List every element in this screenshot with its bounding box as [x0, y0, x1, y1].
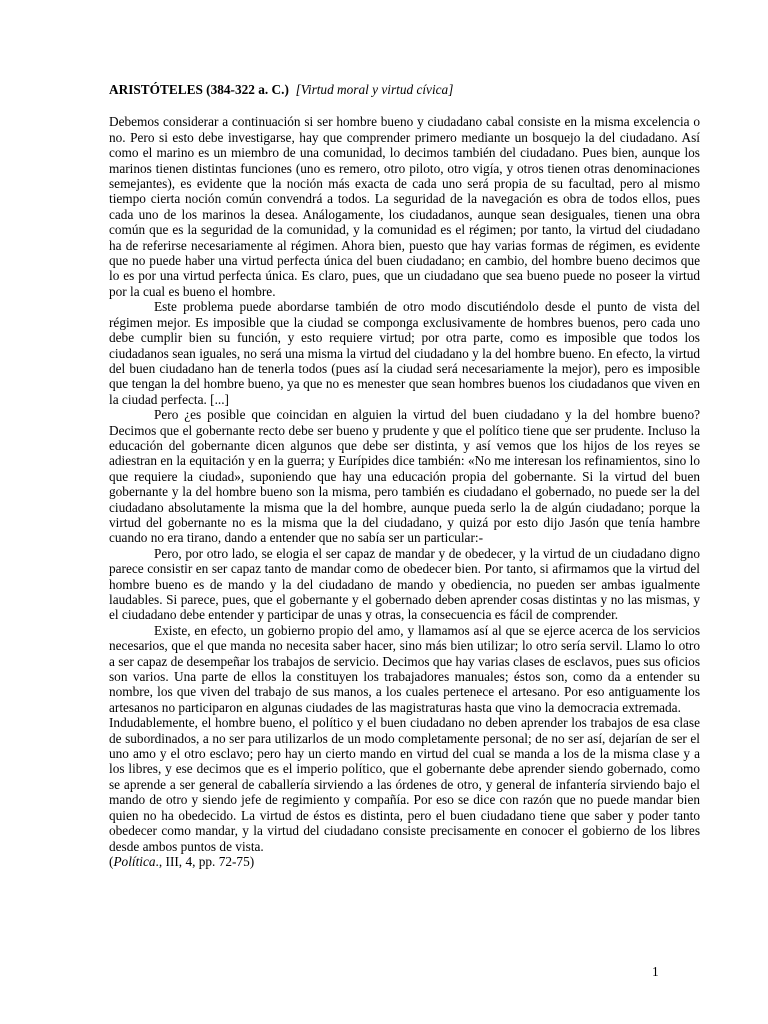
- citation: [109, 854, 700, 869]
- page-number: 1: [652, 964, 659, 979]
- paragraph-5: Existe, en efecto, un gobierno propio del amo, y llamamos así al que se ejerce acerca de los servicios necesarios, que el que manda no necesita saber hacer, sino más bien utilizar; lo otro sería servil. Llamo lo otro a ser capaz de desempeñar los trabajos de servicio. Decimos que hay varias clases de esclavos, pues sus oficios son varios. Una parte de ellos la constituyen los trabajadores manuales; éstos son, como da a entender su nombre, los que viven del trabajo de sus manos, a los cuales pertenece el artesano. Por eso antiguamente los artesanos no participaron en algunas ciudades de las magistraturas hasta que vino la democracia extremada.: [109, 622, 700, 715]
- citation-work: Política: [113, 853, 156, 869]
- document-body: [109, 82, 700, 869]
- paragraph-1: Debemos considerar a continuación si ser hombre bueno y ciudadano cabal consiste en la misma excelencia o no. Pero si esto debe investigarse, hay que comprender primero mediante un bosquejo la del ciudadano. Así como el marino es un miembro de una comunidad, lo decimos también del ciudadano. Pues bien, aunque los marinos tienen distintas funciones (uno es remero, otro piloto, otro vigía, y otros tienen otras denominaciones semejantes), es evidente que la noción más exacta de cada uno será propia de su facultad, pero al mismo tiempo cierta noción común convendrá a todos. La seguridad de la navegación es obra de todos ellos, pues cada uno de los marinos la desea. Análogamente, los ciudadanos, aunque sean desiguales, tienen una obra común que es la seguridad de la comunidad, y la comunidad es el régimen; por tanto, la virtud del ciudadano ha de referirse necesariamente al régimen. Ahora bien, puesto que hay varias formas de régimen, es evidente que no puede haber una virtud perfecta única del buen ciudadano; en cambio, del hombre bueno decimos que lo es por una virtud perfecta única. Es claro, pues, que un ciudadano que sea bueno puede no poseer la virtud por la cual es bueno el hombre.: [109, 114, 700, 299]
- paragraph-3: Pero ¿es posible que coincidan en alguien la virtud del buen ciudadano y la del hombre bueno? Decimos que el gobernante recto debe ser bueno y prudente y que el político tiene que ser prudente. Incluso la educación del gobernante dicen algunos que debe ser distinta, y así vemos que los hijos de los reyes se adiestran en la equitación y en la guerra; y Eurípides dice también: «No me interesan los refinamientos, sino lo que requiere la ciudad», suponiendo que hay una educación propia del gobernante. Si la virtud del buen gobernante y la del hombre bueno son la misma, pero también es ciudadano el gobernado, no puede ser la del ciudadano absolutamente la misma que la del hombre, aunque pueda serlo la de algún ciudadano; porque la virtud del gobernante no es la misma que la del ciudadano, y quizá por esto dijo Jasón que tenía hambre cuando no era tirano, dando a entender que no sabía ser un particular:-: [109, 407, 700, 546]
- paragraph-4: Pero, por otro lado, se elogia el ser capaz de mandar y de obedecer, y la virtud de un ciudadano digno parece consistir en ser capaz tanto de mandar como de obedecer bien. Por tanto, si afirmamos que la virtud del hombre bueno es de mando y la del ciudadano de mando y obediencia, no pueden ser ambas igualmente laudables. Si parece, pues, que el gobernante y el gobernado deben aprender cosas distintas y no las mismas, y el ciudadano debe entender y participar de unas y otras, la consecuencia es fácil de comprender.: [109, 545, 700, 623]
- citation-open: (: [109, 853, 114, 869]
- paragraph-2: Este problema puede abordarse también de otro modo discutiéndolo desde el punto de vista del régimen mejor. Es imposible que la ciudad se componga exclusivamente de hombres buenos, pero cada uno debe cumplir bien su función, y esto requiere virtud; por otra parte, como es imposible que todos los ciudadanos sean iguales, no será una misma la virtud del ciudadano y la del hombre bueno. En efecto, la virtud del buen ciudadano han de tenerla todos (pues así la ciudad será necesariamente la mejor), pero es imposible que tengan la del hombre bueno, ya que no es menester que sean hombres buenos los ciudadanos que viven en la ciudad perfecta. [...]: [109, 299, 700, 407]
- document-title: [109, 82, 700, 97]
- citation-reference: ., III, 4, pp. 72-75): [155, 853, 255, 869]
- paragraph-6: Indudablemente, el hombre bueno, el político y el buen ciudadano no deben aprender los trabajos de esa clase de subordinados, a no ser para utilizarlos de un modo completamente personal; de no ser así, dejarían de ser el uno amo y el otro esclavo; pero hay un cierto mando en virtud del cual se manda a los de la misma clase y a los libres, y ese decimos que es el imperio político, que el gobernante debe aprender siendo gobernado, como se aprende a ser general de caballería sirviendo a las órdenes de otro, y general de infantería sirviendo bajo el mando de otro y siendo jefe de regimiento y compañía. Por eso se dice con razón que no puede mandar bien quien no ha obedecido. La virtud de éstos es distinta, pero el buen ciudadano tiene que saber y poder tanto obedecer como mandar, y la virtud del ciudadano consiste precisamente en conocer el gobierno de los libres desde ambos puntos de vista.: [109, 715, 700, 854]
- title-author: ARISTÓTELES (384-322 a. C.): [109, 82, 289, 97]
- title-subject: [Virtud moral y virtud cívica]: [295, 82, 454, 97]
